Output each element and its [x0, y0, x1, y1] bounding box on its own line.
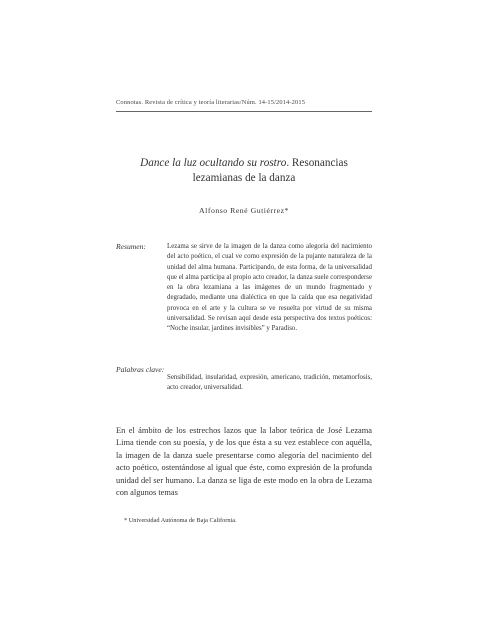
article-title-roman: . Resonancias lezamianas de la danza [192, 157, 348, 184]
article-title-italic: Dance la luz ocultando su rostro [140, 157, 287, 169]
footnote: * Universidad Autónoma de Baja California. [124, 517, 237, 524]
article-title [116, 156, 372, 185]
running-head: Connotas. Revista de crítica y teoría literarias/Núm. 14-15/2014-2015 [116, 99, 306, 106]
abstract-label: Resumen: [116, 242, 146, 251]
body-paragraph: En el ámbito de los estrechos lazos que la labor teórica de José Lezama Lima tiende con su poesía, y de los que ésta a su vez establece con aquélla, la imagen de la danza suele presentarse como alegoría del nacimiento del acto poético, ostentándose al igual que éste, como expresión de la profunda unidad del ser humano. La danza se liga de este modo en la obra de Lezama con algunos temas [116, 426, 372, 498]
header-rule [116, 111, 372, 112]
author-name: Alfonso René Gutiérrez* [199, 206, 289, 215]
keywords-text: Sensibilidad, insularidad, expresión, americano, tradición, metamorfosis, acto creador, universalidad. [167, 374, 372, 392]
abstract-text: Lezama se sirve de la imagen de la danza como alegoría del nacimiento del acto poético, el cual ve como expresión de la pujante naturaleza de la unidad del alma humana. Participando, de esta forma, de la universalidad que el alma participa al propio acto creador, la danza suele corresponderse en la obra lezamiana a las imágenes de un mundo fragmentado y degradado, mediante una dialéctica en que la caída que esa negatividad provoca en el arte y la cultura se ve resuelta por virtud de su misma universalidad. Se revisan aquí desde esta perspectiva dos textos poéticos: “Noche insular, jardines invisibles” y Paradiso. [167, 243, 372, 333]
keywords-label: Palabras clave: [116, 365, 165, 374]
